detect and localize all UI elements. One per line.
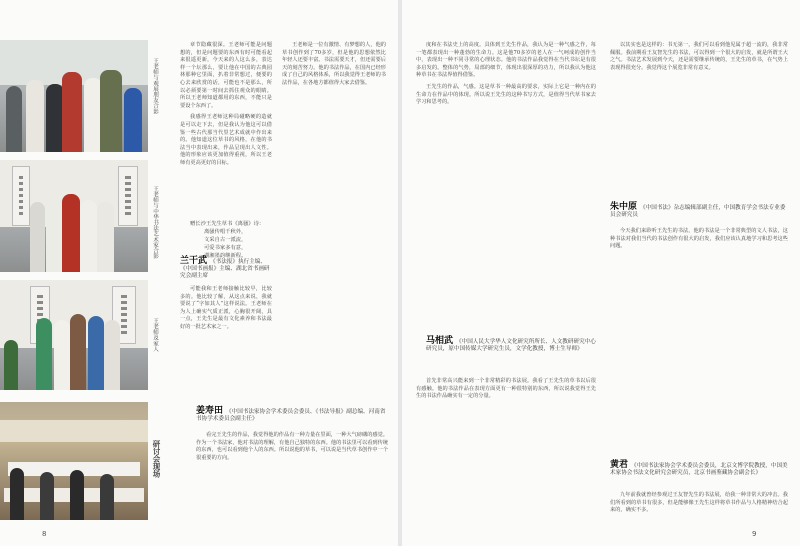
author-name: 朱中原 [610,202,638,212]
author-block-huang [610,462,788,477]
author-block-ma [426,338,596,353]
author-block-jiang [196,408,388,423]
photo-artists-group [0,160,148,272]
author-role: 《中国人民大学华人文化研究所所长、人文教研研究中心研究员，原中国传媒大学研究生员，文学化教授，博士生导师》 [426,339,596,352]
poem-line: 文采自古一派流， [204,237,247,243]
paragraph: 以其实也是这样的：书无第一，我们可以看到他见属于超一流的，我非常佩服。我前期看王友智先生的书法，可以得到一个很大的启发，就是所谓王大之气。书法艺术发展到今天，还是需要继承传统的，王先生的草书，在气势上表现得很充分。我觉得这个展览非常有意义。 [610,42,788,71]
page-number: 8 [42,530,47,538]
paragraph: 首先非常高兴能来到一个非常精彩的书法展。我看了王先生的草书以后很有感触。他的书法作品在表现方面更有一种很特别的东西，所以说我觉得王先生的书法作品确实有一定的分量。 [416,378,596,400]
author-block-zhu [610,204,788,219]
author-role: 《中国书法家协会学术委员会委员，北京文博学院教授，中国美术家协会书法文化研究会研究员，北京书画鉴藏协会副会长》 [610,463,788,476]
left-page [0,0,398,546]
right-column-1-bottom [416,378,596,401]
paragraph: 章节隐藏很深。王老师可能是问题想的，但是问题要的东西有时可能看起来很遥更新，今天来的人这么多，表达样一个坛那么，要让他在中国的古典园林那种它里面，扒着非常想过，便要的心去来欣赏的话，可能也不是那么，所以必须要第一时间去抓住观众的眼睛。所以王老师知道都用的东西，不能只是要设个东西了。 [180,42,272,109]
paragraph: 王老师是一位有激情、有梦想的人，他的草书创作到了70多岁，但是他的思想依然比年轻人还要丰富。书法需要天才，但还需要后天的刻苦努力。他的书法作品，在国内已经形成了自己的风格体系，所以我觉得王老师的书法作品，在各地方都值得大家去借鉴。 [282,42,386,86]
author-name: 黄君 [610,460,629,470]
paragraph: 看完王先生的作品，我觉得他的作品有一种力量在里面，一种大气磅礴的感觉。作为一个书法家，他对书法的理解，有他自己独特的东西。他的书法里可以看到传统的东西，也可以看到他个人的东西。所以说他的草书，可以说是当代草书创作中一个很重要的方向。 [196,432,388,461]
left-column-2 [282,42,386,402]
photo-family [0,280,148,390]
photo-visitors-group [0,40,148,152]
page-number: 9 [752,530,757,538]
right-column-1 [416,42,596,107]
author-name: 兰干武 [180,256,208,266]
paragraph: 今天我们来聆听王先生的书法，他的书法是一个非常典型的文人书法，这种书法对我们当代的书法创作有很大的启发，我们应该认真地学习和思考这些问题。 [610,228,788,250]
caption-photo3: 王老师及家人 [152,318,158,352]
caption-photo4: 研讨会现场 [152,440,161,478]
caption-photo2: 王老师与中华书法艺术家合影 [152,186,158,259]
author-role: 《书法报》执行主编、《中国书画报》主编、湖北省书画研究会副主席 [180,259,270,279]
photo-seminar [0,402,148,520]
right-column-2-mid [610,228,788,251]
right-column-2 [610,42,788,72]
author-name: 马相武 [426,336,454,346]
poem-line: 离骚传唱千秋外， [204,229,247,235]
author-role: 《中国书法》杂志编辑部副主任，中国教育学会书法专业委员会研究员 [610,205,786,218]
left-column-1-bottom [180,286,272,332]
paragraph: 王先生的作品，气感。这是草书一种最高的要求，实际上它是一种内在的生命力在作品中的体现。所以说王先生的这种书写方式，是值得当代草书家去学习和思考的。 [416,83,596,106]
paragraph: 度和在书法史上的高度。具体到王先生作品，我认为是一种气感之作，每一笔都表现出一种蓬勃的生命力。这是他70多岁的老人在一气呵成的创作当中，表现出一种不同寻常的心理状态。他的书法作品我觉得在当代书坛是有很多启发的。整体的气势，局部的细节，体现出很深厚的功力，所以我认为他这种草书在书法界值得借鉴。 [416,42,596,79]
right-column-2-bottom [610,492,788,515]
poem-line: 可爱书家多有意， [204,245,247,251]
paragraph: 可能我和王老师接触比较早，比较多的。他比较了解，从这点来说，我就要说了“字如其人”这样说法。王老师在为人上确实气质正派，心胸很开阔，具一点，王先生是最有文化素养和书法最好的一批艺术家之一。 [180,286,272,330]
poem-title: 赠长沙王先生草书《离骚》诗： [190,221,265,227]
author-role: 《中国书法家协会学术委员会委员、《书法导报》副总编、河南省书协学术委员会副主任》 [196,409,386,422]
paragraph: 我感得王老师这种局碰略硬的造就是可以走下去，但是我认为他这可以借鉴一些古代那当代里艺术成就中作出来的。他知道这位草书的风格，在他的书法当中表现出来，作品呈现出人文性。他的形象应该更加值得重视，所以王老师有更高更好的目标。 [180,114,272,166]
author-block-lan [180,258,272,280]
left-column-2-bottom [196,432,388,462]
poem-block [190,220,274,260]
author-name: 姜寿田 [196,406,224,416]
paragraph: 九年前我就曾经参观过王友智先生的书法展，给我一种非常大的冲击。我们所看到的草书有很多，但是能够像王先生这样将草书作品与人格精神结合起来的，确实不多。 [610,492,788,514]
right-page [402,0,800,546]
poem-line: 湖湘墨韵继新程。 [204,253,247,259]
caption-photo1: 王老师与观展朋友合影 [152,58,158,114]
